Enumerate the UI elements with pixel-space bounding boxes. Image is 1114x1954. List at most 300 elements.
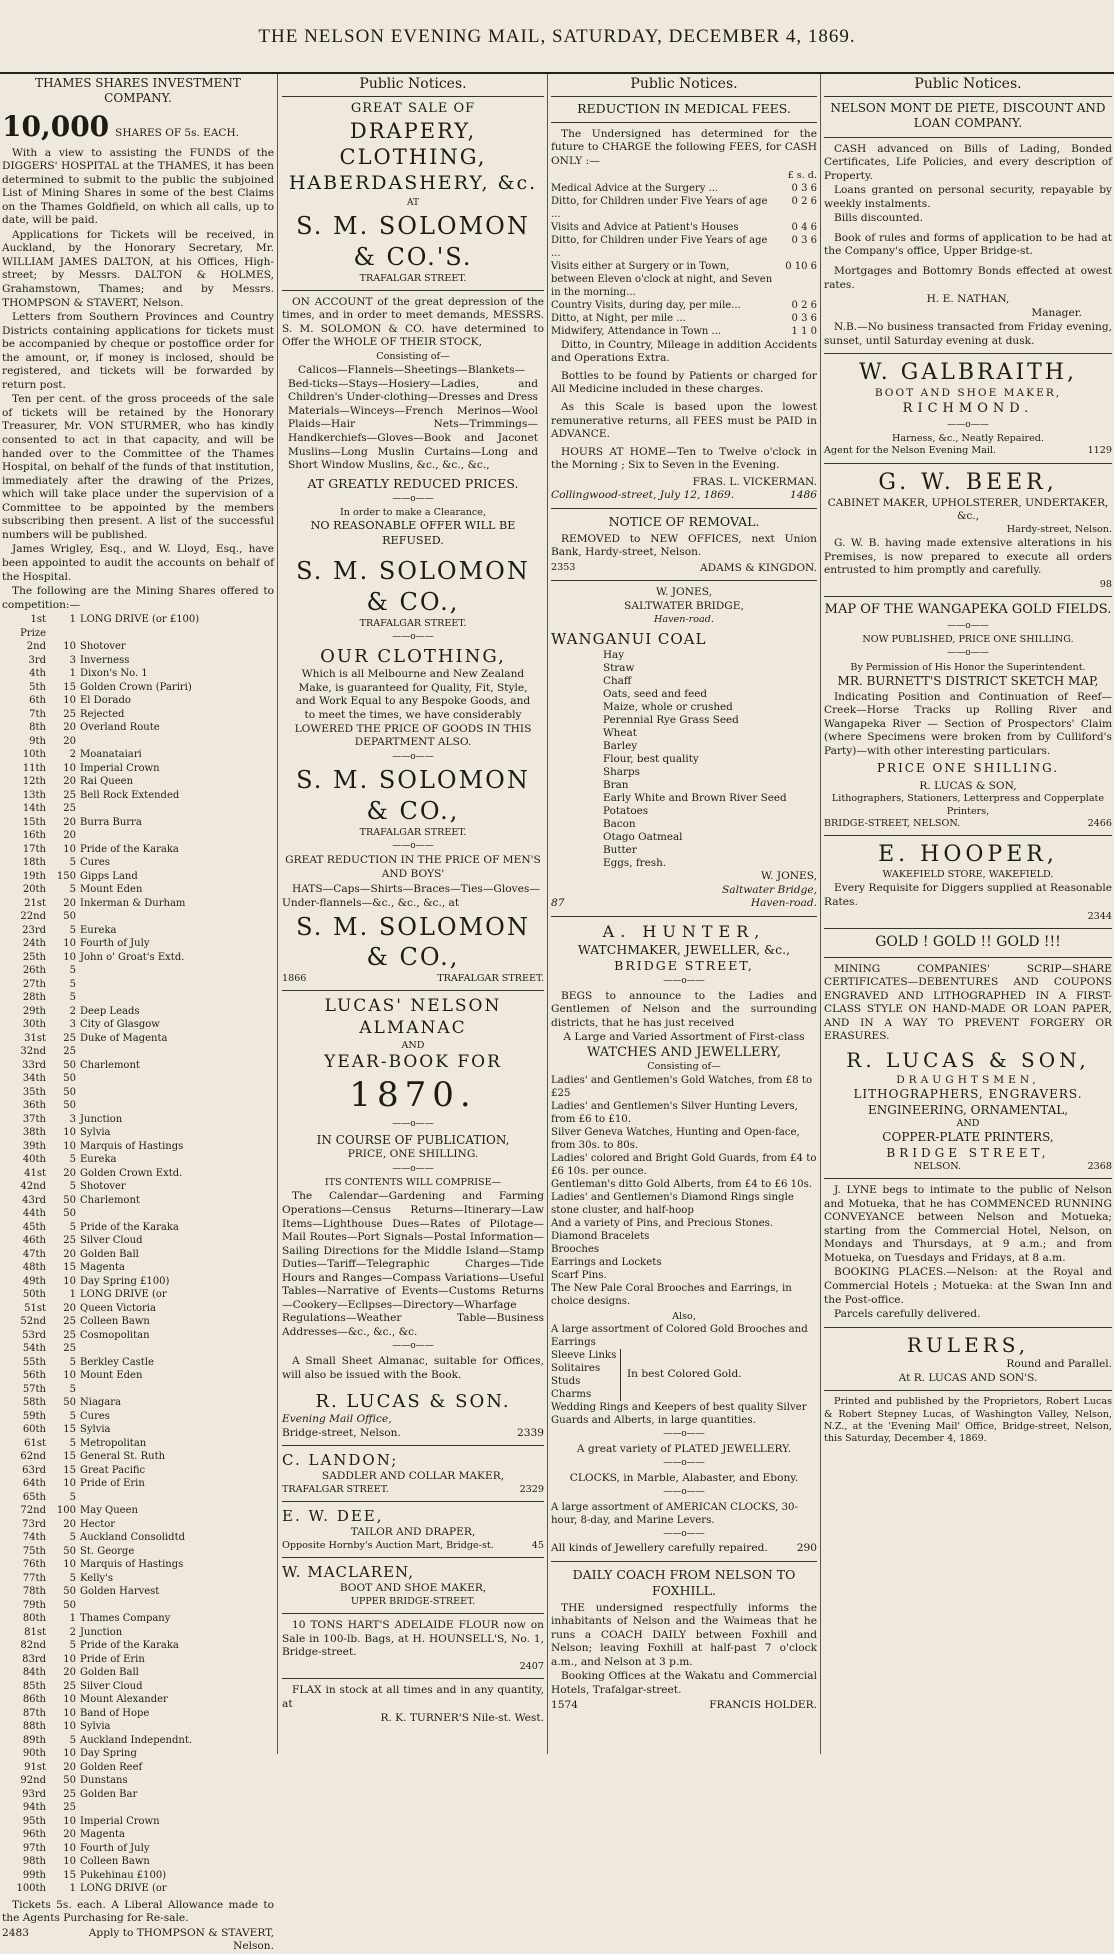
scale-text: As this Scale is based upon the lowest remunerative returns, all FEES must be PAID in ADVANCE. [551, 401, 817, 441]
column-4 [824, 76, 1112, 1756]
share-quantity: 5 [69, 978, 76, 990]
share-prize: 32nd [20, 1046, 46, 1058]
separator: ——o—— [392, 751, 434, 762]
jewellery-item: Brooches [551, 1243, 600, 1255]
share-prize: 76th [22, 1559, 46, 1571]
share-quantity: 5 [69, 965, 76, 977]
share-row [2, 721, 274, 735]
share-prize: 33rd [22, 1059, 46, 1071]
share-prize: 49th [22, 1275, 46, 1287]
share-quantity: 20 [63, 1302, 76, 1314]
fee-value: 0 2 6 [791, 195, 817, 207]
share-row [2, 1531, 274, 1545]
hooper-ref: 2344 [1087, 910, 1112, 922]
fee-label: Ditto, at Night, per mile ... [551, 312, 686, 324]
vickerman-ref: 1486 [790, 489, 817, 502]
dee-footer [282, 1540, 544, 1552]
share-prize: 87th [22, 1707, 46, 1719]
share-row [2, 1234, 274, 1248]
share-row [2, 991, 274, 1005]
share-prize: 72nd [20, 1505, 46, 1517]
share-prize: 85th [22, 1680, 46, 1692]
share-prize: 1st Prize [20, 614, 46, 639]
goods-item: Hay [603, 649, 625, 662]
public-notices-header: Public Notices. [282, 76, 544, 97]
share-row [2, 1882, 274, 1896]
share-prize: 16th [22, 830, 46, 842]
share-row [2, 1828, 274, 1842]
share-row [2, 1734, 274, 1748]
share-prize: 47th [22, 1248, 46, 1260]
share-prize: 54th [22, 1343, 46, 1355]
lucas-name-2: R. LUCAS & SON, [846, 1048, 1090, 1073]
fee-value: 0 3 6 [791, 312, 817, 324]
share-prize: 36th [22, 1100, 46, 1112]
course-text: IN COURSE OF PUBLICATION, [316, 1132, 510, 1147]
lucas-ref: 2339 [517, 1426, 544, 1439]
share-quantity: 50 [63, 1586, 76, 1598]
share-name: Duke of Magenta [80, 1032, 168, 1044]
removal-ref: 2353 [551, 561, 576, 573]
masthead-rule [0, 72, 1114, 74]
share-quantity: 25 [63, 1046, 76, 1058]
share-row [2, 910, 274, 924]
great-sale: GREAT SALE OF [350, 100, 476, 116]
monte-bills: Bills discounted. [834, 212, 923, 225]
masthead [0, 0, 1114, 56]
best-colored-list [551, 1349, 621, 1401]
share-name: John o' Groat's Extd. [80, 951, 185, 963]
share-quantity: 20 [63, 1761, 76, 1773]
lucas-name: R. LUCAS & SON, [919, 779, 1017, 792]
share-row [2, 654, 274, 668]
share-quantity: 10 [63, 1140, 76, 1152]
share-prize: 51st [24, 1302, 46, 1314]
fee-row [551, 325, 817, 338]
solomon-street-2: TRAFALGAR STREET. [359, 617, 467, 629]
share-row [2, 1747, 274, 1761]
flour-text: 10 TONS HART'S ADELAIDE FLOUR now on Sale in 100-lb. Bags, at H. HOUNSELL'S, No. 1, Bridge-street. [282, 1619, 544, 1659]
hunter-intro: BEGS to announce to the Ladies and Gentlemen of Nelson and the surrounding districts, that he has just received [551, 989, 817, 1029]
share-quantity: 15 [63, 1424, 76, 1436]
share-prize: 2nd [26, 641, 46, 653]
coach-offices: Booking Offices at the Wakatu and Commercial Hotels, Trafalgar-street. [551, 1670, 817, 1696]
share-quantity: 5 [69, 1491, 76, 1503]
divider [824, 928, 1112, 929]
share-row [2, 775, 274, 789]
share-name: Silver Cloud [80, 1680, 143, 1692]
jewellery-item: Diamond Bracelets [551, 1230, 650, 1242]
hunter-street: BRIDGE STREET, [614, 958, 754, 974]
watches-heading: WATCHES AND JEWELLERY, [587, 1044, 781, 1060]
share-row [2, 1180, 274, 1194]
share-quantity: 10 [63, 1842, 76, 1854]
share-name [80, 1599, 274, 1613]
share-name [80, 1086, 274, 1100]
newspaper-title: THE NELSON EVENING MAIL, SATURDAY, DECEMBER 4, 1869. [258, 26, 856, 47]
contents-text: The Calendar—Gardening and Farming Operations—Census Returns—Itinerary—Law Items—Lighthouse Dues—Rates of Pilotage—Mail Routes—Port Signals—Postal Information—Sailing Directions for the Middle Island—Stamp Duties—Tariff—Telegraphic Charges—Tide Hours and Ranges—Compass Variations—Useful Tables—Narrative of Events—Customs Returns—Cookery—Eclipses—Directory—Wharfage Regulations—Weather Table—Business Addresses—&c., &c., &c. [282, 1190, 544, 1338]
share-row [2, 1383, 274, 1397]
share-prize: 26th [22, 965, 46, 977]
share-prize: 95th [22, 1815, 46, 1827]
share-row [2, 1018, 274, 1032]
share-quantity: 10 [63, 1721, 76, 1733]
best-colored-label: In best Colored Gold. [627, 1368, 742, 1381]
share-name: Day Spring £100) [80, 1275, 170, 1287]
lucas-ref: 2466 [1087, 817, 1112, 829]
share-quantity: 10 [63, 938, 76, 950]
apply-ref: 2483 [2, 1926, 29, 1939]
share-prize: 43rd [22, 1194, 46, 1206]
share-quantity: 50 [63, 1599, 76, 1611]
public-notices-header: Public Notices. [824, 76, 1112, 97]
divider [282, 290, 544, 291]
goods-item: Butter [603, 844, 637, 857]
lucas-footer [824, 818, 1112, 830]
wedding-text: Wedding Rings and Keepers of best quality Silver Guards and Alberts, in large quantities. [551, 1401, 807, 1426]
separator: ——o—— [663, 1458, 705, 1469]
our-clothing-heading: OUR CLOTHING, [320, 646, 506, 668]
share-row [2, 1504, 274, 1518]
goods-item: Bran [603, 779, 629, 792]
share-name: Dunstans [80, 1775, 128, 1787]
share-quantity: 20 [63, 816, 76, 828]
best-colored-item: Charms [551, 1388, 592, 1400]
share-row [2, 1275, 274, 1289]
share-name: Pukehinau £100) [80, 1869, 167, 1881]
fee-value: 0 3 6 [791, 234, 817, 246]
beer-text: G. W. B. having made extensive alterations in his Premises, is now prepared to execute all orders entrusted to him promptly and carefully. [824, 537, 1112, 577]
monte-mortgages: Mortgages and Bottomry Bonds effected at owest rates. [824, 265, 1112, 291]
share-prize: 30th [22, 1019, 46, 1031]
share-prize: 97th [22, 1842, 46, 1854]
plated-text: A great variety of PLATED JEWELLERY. [576, 1442, 792, 1455]
stock-list: Calicos—Flannels—Sheetings—Blankets—Bed-ticks—Stays—Hosiery—Ladies, and Children's Under-clothing—Dresses and Dress Materials—Winceys—French Merinos—Wool Plaids—Hair Nets—Trimmings—Handkerchiefs—Gloves—Book and Jaconet Muslins—Long Muslin Curtains—Long and Short Window Muslins, &c., &c., &c., [288, 364, 538, 472]
monte-loans: Loans granted on personal security, repayable by weekly instalments. [824, 184, 1112, 210]
share-prize: 55th [22, 1356, 46, 1368]
divider [824, 1327, 1112, 1328]
fee-row [551, 299, 817, 312]
share-row [2, 1450, 274, 1464]
imprint-text: Printed and published by the Proprietors, Robert Lucas & Robert Stepney Lucas, of Washington Valley, Nelson, N.Z., at the 'Evening Mail' Office, Bridge-street, Nelson, this Saturday, December 4, 1869. [824, 1396, 1112, 1445]
thames-apply-row [2, 1927, 274, 1941]
watches-consisting: Consisting of— [647, 1061, 721, 1073]
share-quantity: 5 [69, 884, 76, 896]
share-quantity: 20 [63, 897, 76, 909]
share-quantity: 15 [63, 1464, 76, 1476]
separator: ——o—— [663, 1428, 705, 1439]
share-quantity: 10 [63, 1748, 76, 1760]
divider [824, 463, 1112, 464]
coach-ref: 1574 [551, 1698, 578, 1711]
beer-trade: CABINET MAKER, UPHOLSTERER, UNDERTAKER, &c., [827, 496, 1109, 523]
share-name [80, 829, 274, 843]
lucas-nelson: NELSON. [914, 1160, 962, 1172]
share-row [2, 1315, 274, 1329]
share-name: Pride of the Karaka [80, 843, 179, 855]
share-row [2, 1113, 274, 1127]
solomon-ref: 1866 [282, 972, 307, 984]
share-name: Rai Queen [80, 776, 134, 788]
share-prize: 74th [22, 1532, 46, 1544]
share-name: Colleen Bawn [80, 1856, 150, 1868]
share-row [2, 843, 274, 857]
almanac-year: 1870. [349, 1074, 477, 1115]
hours-text: HOURS AT HOME—Ten to Twelve o'clock in the Morning ; Six to Seven in the Evening. [551, 445, 817, 472]
share-row [2, 1558, 274, 1572]
share-row [2, 762, 274, 776]
share-quantity: 20 [63, 1667, 76, 1679]
jones-ref: 87 [551, 897, 565, 910]
share-name: Golden Ball [80, 1248, 139, 1260]
coach-title: DAILY COACH FROM NELSON TO FOXHILL. [572, 1566, 796, 1598]
share-row [2, 964, 274, 978]
vickerman-date: Collingwood-street, July 12, 1869. [551, 489, 735, 502]
map-published: NOW PUBLISHED, PRICE ONE SHILLING. [862, 634, 1074, 646]
lyne-text: J. LYNE begs to intimate to the public of Nelson and Motueka, that he has COMMENCED RUNNING CONVEYANCE between Nelson and Motueka; starting from the Commercial Hotel, Nelson, on Mondays and Thursdays, at 9 a.m.; and from Motueka, on Tuesdays and Fridays, at 8 a.m. [824, 1184, 1112, 1264]
share-row [2, 856, 274, 870]
share-prize: 99th [22, 1869, 46, 1881]
share-prize: 58th [22, 1397, 46, 1409]
share-name: Pride of the Karaka [80, 1221, 179, 1233]
share-prize: 13th [22, 789, 46, 801]
share-name [80, 802, 274, 816]
lucas-address: BRIDGE-STREET, NELSON. [824, 817, 961, 829]
fee-value: 0 3 6 [791, 182, 817, 194]
share-row [2, 1518, 274, 1532]
share-row [2, 951, 274, 965]
goods-item: Chaff [603, 675, 632, 688]
jewellery-item: And a variety of Pins, and Precious Stones. [551, 1217, 774, 1229]
divider [282, 1501, 544, 1502]
share-row [2, 640, 274, 654]
share-quantity: 10 [63, 843, 76, 855]
share-prize: 89th [22, 1734, 46, 1746]
lucas-address: Bridge-street, Nelson. [282, 1426, 401, 1439]
share-quantity: 50 [63, 911, 76, 923]
share-quantity: 50 [63, 1208, 76, 1220]
almanac-and: AND [401, 1039, 425, 1051]
separator: ——o—— [392, 631, 434, 642]
thames-applications: Applications for Tickets will be received, in Auckland, by the Honorary Secretary, Mr. WILLIAM JAMES DALTON, at his Offices, High-street; by Messrs. DALTON & HOLMES, Grahamstown, Thames; and by Messrs. THOMPSON & STAVERT, Nelson. [2, 228, 274, 309]
rulers-type: Round and Parallel. [1006, 1358, 1112, 1371]
share-prize: 96th [22, 1829, 46, 1841]
rulers-at: At R. LUCAS AND SON'S. [898, 1371, 1038, 1384]
on-account-text: ON ACCOUNT of the great depression of the times, and in order to meet demands, MESSRS. S. M. SOLOMON & CO. have determined to Offer the WHOLE OF THEIR STOCK, [282, 295, 544, 349]
share-name: Overland Route [80, 722, 160, 734]
share-name: Marquis of Hastings [80, 1559, 184, 1571]
goods-item: Early White and Brown River Seed Potatoes [603, 792, 787, 818]
maclaren-trade: BOOT AND SHOE MAKER, [339, 1582, 487, 1595]
share-row [2, 870, 274, 884]
removal-title: NOTICE OF REMOVAL. [608, 513, 760, 529]
share-row [2, 1221, 274, 1235]
column-rule-3 [820, 74, 821, 1754]
landon-name: C. LANDON; [282, 1451, 399, 1470]
share-row [2, 1720, 274, 1734]
share-row [2, 789, 274, 803]
share-quantity: 10 [63, 1707, 76, 1719]
separator: ——o—— [947, 648, 989, 659]
share-name [80, 1491, 274, 1505]
coach-text: THE undersigned respectfully informs the inhabitants of Nelson and the Waimeas that he runs a COACH DAILY between Foxhill and Nelson; leaving Foxhill at half-past 7 o'clock a.m., and Nelson at 3 p.m. [551, 1601, 817, 1668]
share-prize: 90th [22, 1748, 46, 1760]
share-row [2, 1572, 274, 1586]
share-prize: 61st [24, 1437, 46, 1449]
goods-item: Otago Oatmeal [603, 831, 683, 844]
flour-ref: 2407 [519, 1660, 544, 1672]
repaired-text: All kinds of Jewellery carefully repaired. [551, 1542, 768, 1555]
share-prize: 53rd [22, 1329, 46, 1341]
goods-list [551, 649, 817, 870]
share-prize: 92nd [20, 1775, 46, 1787]
separator: ——o—— [392, 1341, 434, 1352]
share-row [2, 735, 274, 749]
fee-label: Visits and Advice at Patient's Houses [551, 221, 739, 233]
share-quantity: 5 [69, 1154, 76, 1166]
lucas-office: Evening Mail Office, [282, 1413, 392, 1426]
column-1 [2, 76, 274, 1953]
share-row [2, 1855, 274, 1869]
share-row [2, 1599, 274, 1613]
hooper-name: E. HOOPER, [878, 842, 1058, 868]
best-colored-block [551, 1349, 817, 1401]
haberdashery-heading: HABERDASHERY, &c. [288, 172, 538, 195]
mining-text: MINING COMPANIES' SCRIP—SHARE CERTIFICATES—DEBENTURES AND COUPONS ENGRAVED AND LITHOGRAPHED IN A FIRST-CLASS STYLE ON HAND-MADE OR LOAN PAPER, AND IN A WAY TO PREVENT FORGERY OR ERASURES. [824, 962, 1112, 1043]
share-quantity: 25 [63, 1343, 76, 1355]
galbraith-trade: BOOT AND SHOE MAKER, [874, 387, 1062, 400]
share-quantity: 10 [63, 1127, 76, 1139]
share-name: Moanataiari [80, 749, 142, 761]
share-prize: 91st [24, 1761, 46, 1773]
share-row [2, 681, 274, 695]
share-prize: 27th [22, 978, 46, 990]
lucas-heading: R. LUCAS & SON. [315, 1391, 511, 1413]
divider [824, 1390, 1112, 1391]
landon-footer [282, 1484, 544, 1496]
share-quantity: 1 [69, 668, 76, 680]
share-row [2, 1302, 274, 1316]
share-quantity: 25 [63, 1032, 76, 1044]
share-name: General St. Ruth [80, 1451, 166, 1463]
share-row [2, 1167, 274, 1181]
share-name: Imperial Crown [80, 1815, 160, 1827]
share-name: LONG DRIVE (or [80, 1883, 167, 1895]
share-row [2, 1045, 274, 1059]
solomon-firm-3: S. M. SOLOMON & CO., [296, 766, 530, 825]
separator: ——o—— [392, 840, 434, 851]
share-name: Berkley Castle [80, 1356, 154, 1368]
share-prize: 34th [22, 1073, 46, 1085]
solomon-street-3: TRAFALGAR STREET. [359, 826, 467, 838]
jewellery-item: Ladies' and Gentlemen's Silver Hunting Levers, from £6 to £10. [551, 1100, 798, 1125]
share-row [2, 1545, 274, 1559]
monte-nb: N.B.—No business transacted from Friday evening, sunset, until Saturday evening at dusk. [824, 321, 1112, 347]
share-name: Inverness [80, 654, 130, 666]
lucas-engineering: ENGINEERING, ORNAMENTAL, [867, 1102, 1069, 1117]
share-name: Dixon's No. 1 [80, 668, 148, 680]
share-prize: 22nd [20, 911, 46, 923]
share-name: Sylvia [80, 1127, 111, 1139]
coach-signer: FRANCIS HOLDER. [709, 1698, 817, 1711]
fees-country: Ditto, in Country, Mileage in addition Accidents and Operations Extra. [551, 338, 818, 365]
jewellery-item: Silver Geneva Watches, Hunting and Open-face, from 30s. to 80s. [551, 1126, 800, 1151]
share-name: Mount Eden [80, 1370, 143, 1382]
share-quantity: 5 [69, 1181, 76, 1193]
share-row [2, 1842, 274, 1856]
share-quantity: 20 [63, 776, 76, 788]
goods-item: Eggs, fresh. [603, 857, 667, 870]
almanac-heading: LUCAS' NELSON ALMANAC [324, 996, 502, 1038]
lyne-parcels: Parcels carefully delivered. [834, 1308, 981, 1321]
jones-footer [551, 897, 817, 911]
share-name: Junction [80, 1626, 123, 1638]
share-row [2, 1288, 274, 1302]
share-name [80, 1045, 274, 1059]
share-name: Magenta [80, 1262, 125, 1274]
share-quantity: 10 [63, 1478, 76, 1490]
share-prize: 83rd [22, 1653, 46, 1665]
share-name: Mount Eden [80, 884, 143, 896]
share-row [2, 1491, 274, 1505]
thames-following: The following are the Mining Shares offered to competition:— [2, 585, 274, 611]
share-name: City of Glasgow [80, 1019, 160, 1031]
share-quantity: 15 [63, 1451, 76, 1463]
share-name: Day Spring [80, 1748, 137, 1760]
beer-ref: 98 [1099, 578, 1112, 590]
lyne-booking: BOOKING PLACES.—Nelson: at the Royal and Commercial Hotels ; Motueka: at the Swan Inn and the Post-office. [824, 1266, 1112, 1306]
share-name: Junction [80, 1113, 123, 1125]
share-name: Golden Harvest [80, 1586, 160, 1598]
divider [824, 137, 1112, 138]
share-quantity: 25 [63, 708, 76, 720]
share-quantity: 10 [63, 1370, 76, 1382]
maclaren-street: UPPER BRIDGE-STREET. [350, 1595, 476, 1607]
turner-address: R. K. TURNER'S Nile-st. West. [380, 1712, 544, 1725]
share-row [2, 1585, 274, 1599]
shares-headline [2, 109, 274, 145]
landon-street: TRAFALGAR STREET. [282, 1483, 389, 1495]
landon-ref: 2329 [519, 1483, 544, 1495]
reduction-intro: The Undersigned has determined for the future to CHARGE the following FEES, for CASH ONLY :— [551, 127, 817, 167]
hunter-trade: WATCHMAKER, JEWELLER, &c., [577, 942, 791, 958]
share-quantity: 10 [63, 1275, 76, 1287]
share-prize: 60th [22, 1424, 46, 1436]
galbraith-ref: 1129 [1087, 445, 1112, 457]
share-quantity: 10 [63, 695, 76, 707]
share-prize: 56th [22, 1370, 46, 1382]
share-row [2, 1086, 274, 1100]
goods-item: Barley [603, 740, 638, 753]
share-row [2, 1329, 274, 1343]
lucas-trade: Lithographers, Stationers, Letterpress and Copperplate Printers, [831, 793, 1105, 817]
lucas-nelson-row [824, 1161, 1112, 1173]
goods-item: Wheat [603, 727, 637, 740]
coal-heading: WANGANUI COAL [551, 629, 707, 648]
best-colored-item: Studs [551, 1375, 581, 1387]
thames-tickets: Tickets 5s. each. A Liberal Allowance made to the Agents Purchasing for Re-sale. [2, 1898, 274, 1925]
share-name: St. George [80, 1545, 135, 1557]
hunter-name: A. HUNTER, [602, 921, 766, 941]
column-rule-1 [277, 74, 278, 1754]
share-quantity: 2 [69, 1626, 76, 1638]
colored-text: A large assortment of Colored Gold Brooches and Earrings [551, 1323, 808, 1348]
share-name: Eureka [80, 924, 117, 936]
share-quantity: 1 [69, 1883, 76, 1895]
share-prize: 41st [24, 1167, 46, 1179]
monte-book: Book of rules and forms of application to be had at the Company's office, Upper Bridge-st. [824, 231, 1112, 258]
share-row [2, 667, 274, 681]
